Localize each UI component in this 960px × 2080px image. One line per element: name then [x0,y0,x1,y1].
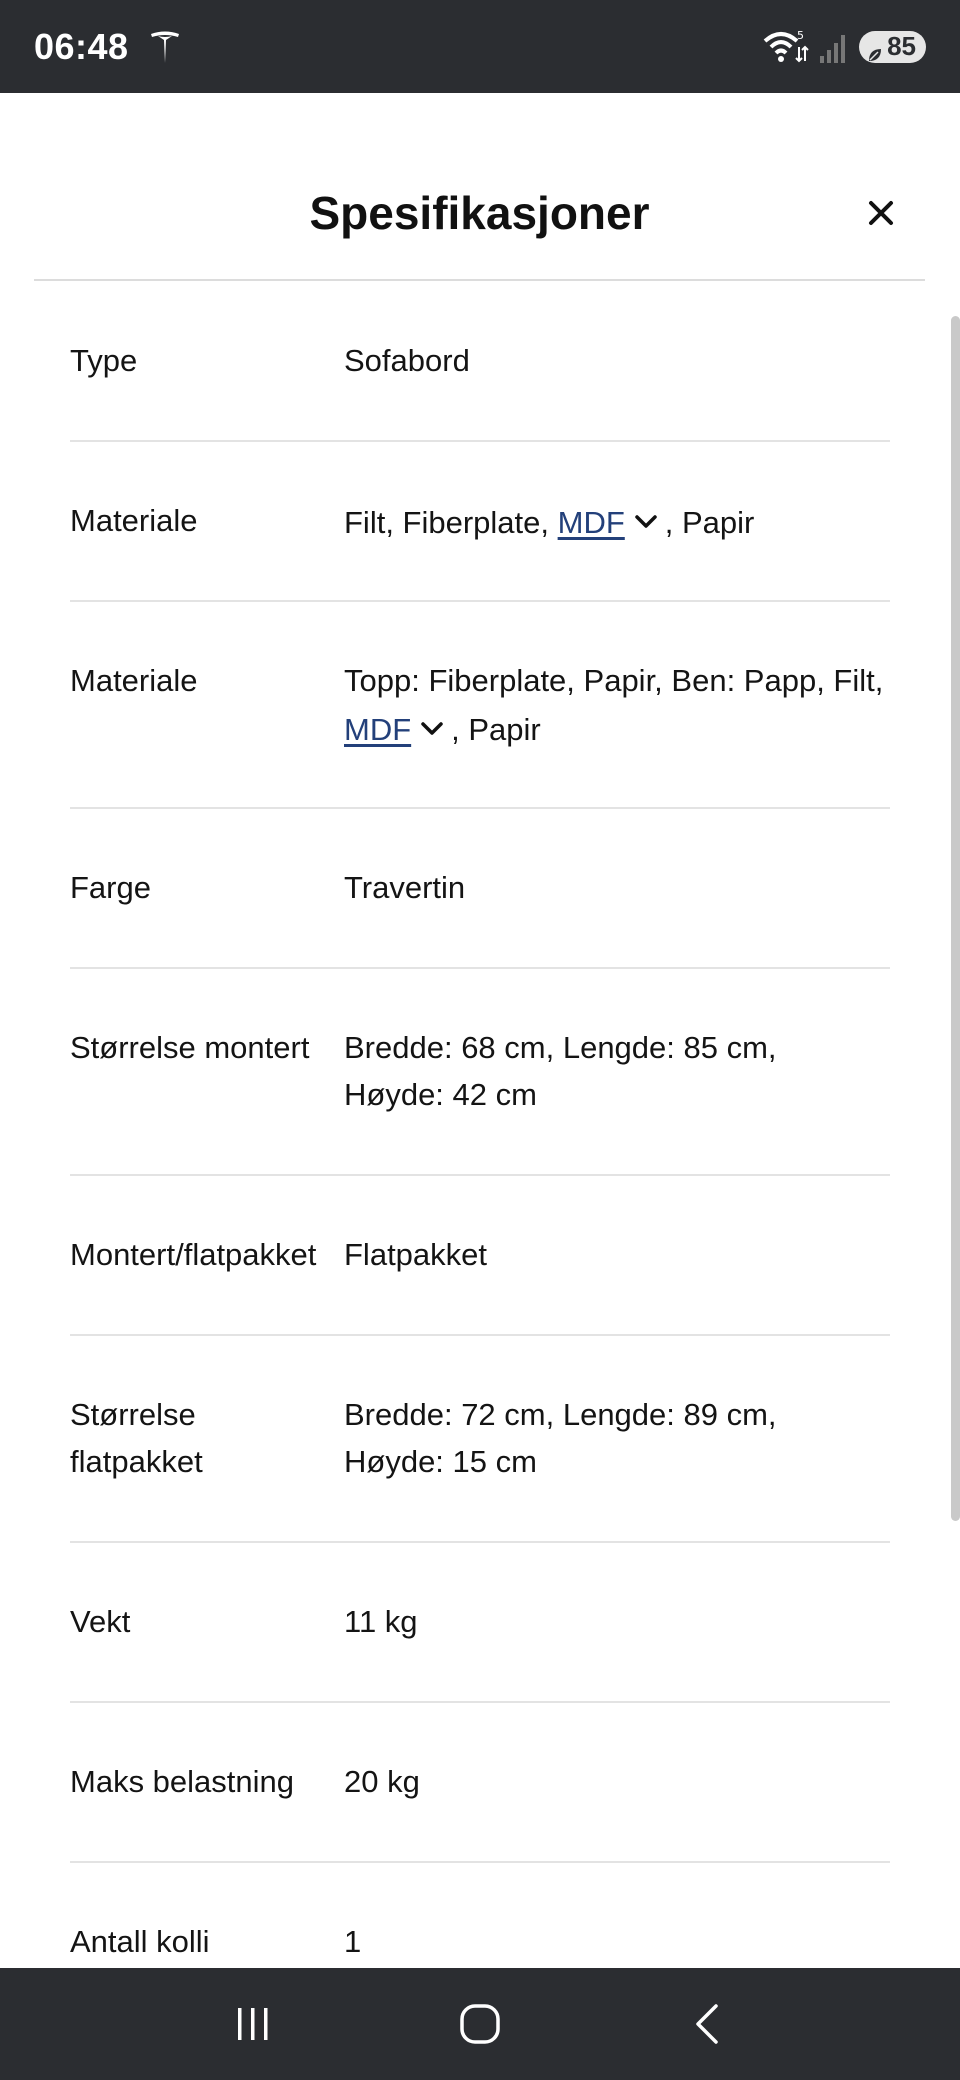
spec-row-size-assembled [70,969,890,1176]
nav-bar [0,1968,960,2080]
spec-row-material [70,442,890,602]
spec-value: 20 kg [344,1764,420,1799]
spec-label: Størrelse flatpakket [70,1397,203,1479]
spec-row-type [70,282,890,442]
recent-apps-button[interactable] [218,1989,288,2059]
value-text: , Papir [664,505,755,540]
close-button[interactable] [859,191,903,235]
spec-value [344,497,884,546]
recent-apps-icon [233,2004,273,2044]
status-bar [0,0,960,93]
home-button[interactable] [445,1989,515,2059]
leaf-icon [867,39,883,55]
spec-value: Bredde: 68 cm, Lengde: 85 cm, Høyde: 42 cm [344,1030,777,1112]
spec-value: Sofabord [344,343,470,378]
wifi-icon [763,29,809,65]
svg-text:5: 5 [797,28,805,42]
status-time: 06:48 [34,25,129,67]
home-icon [458,2002,502,2046]
page-title: Spesifikasjoner [309,187,650,239]
spec-label: Maks belastning [70,1764,295,1799]
spec-row-color [70,809,890,969]
spec-value: 11 kg [344,1604,418,1639]
spec-label: Materiale [70,503,198,538]
spec-label: Vekt [70,1604,131,1639]
scrollbar[interactable] [951,316,960,1521]
sheet-header [34,93,925,281]
back-button[interactable] [672,1989,742,2059]
spec-value: Travertin [344,870,466,905]
battery-level: 85 [887,31,916,61]
spec-label: Størrelse montert [70,1030,310,1065]
chevron-down-icon[interactable] [419,704,445,722]
spec-label: Farge [70,870,151,905]
value-text: Topp: Fiberplate, Papir, Ben: Papp, Filt, [344,663,884,698]
spec-label: Type [70,343,138,378]
signal-icon [819,30,849,64]
spec-row-weight [70,1543,890,1703]
battery-icon [859,31,926,63]
spec-value [344,657,884,753]
value-text: Filt, Fiberplate, [344,505,558,540]
mdf-link[interactable]: MDF [557,505,625,540]
spec-label: Antall kolli [70,1924,210,1959]
spec-row-max-load [70,1703,890,1863]
spec-row-material-detail [70,602,890,809]
status-icons [763,29,926,65]
spec-row-assembled-flatpack [70,1176,890,1336]
back-icon [690,2002,724,2046]
mdf-link[interactable]: MDF [344,712,412,747]
spec-row-size-flatpack [70,1336,890,1543]
spec-label: Montert/flatpakket [70,1237,317,1272]
tesla-icon [149,30,181,64]
value-text: , Papir [451,712,541,747]
chevron-down-icon[interactable] [633,497,659,515]
spec-value: 1 [344,1924,362,1959]
spec-value: Flatpakket [344,1237,488,1272]
spec-label: Materiale [70,663,198,698]
close-icon [868,200,894,226]
spec-list [70,282,890,2023]
spec-value: Bredde: 72 cm, Lengde: 89 cm, Høyde: 15 cm [344,1397,777,1479]
